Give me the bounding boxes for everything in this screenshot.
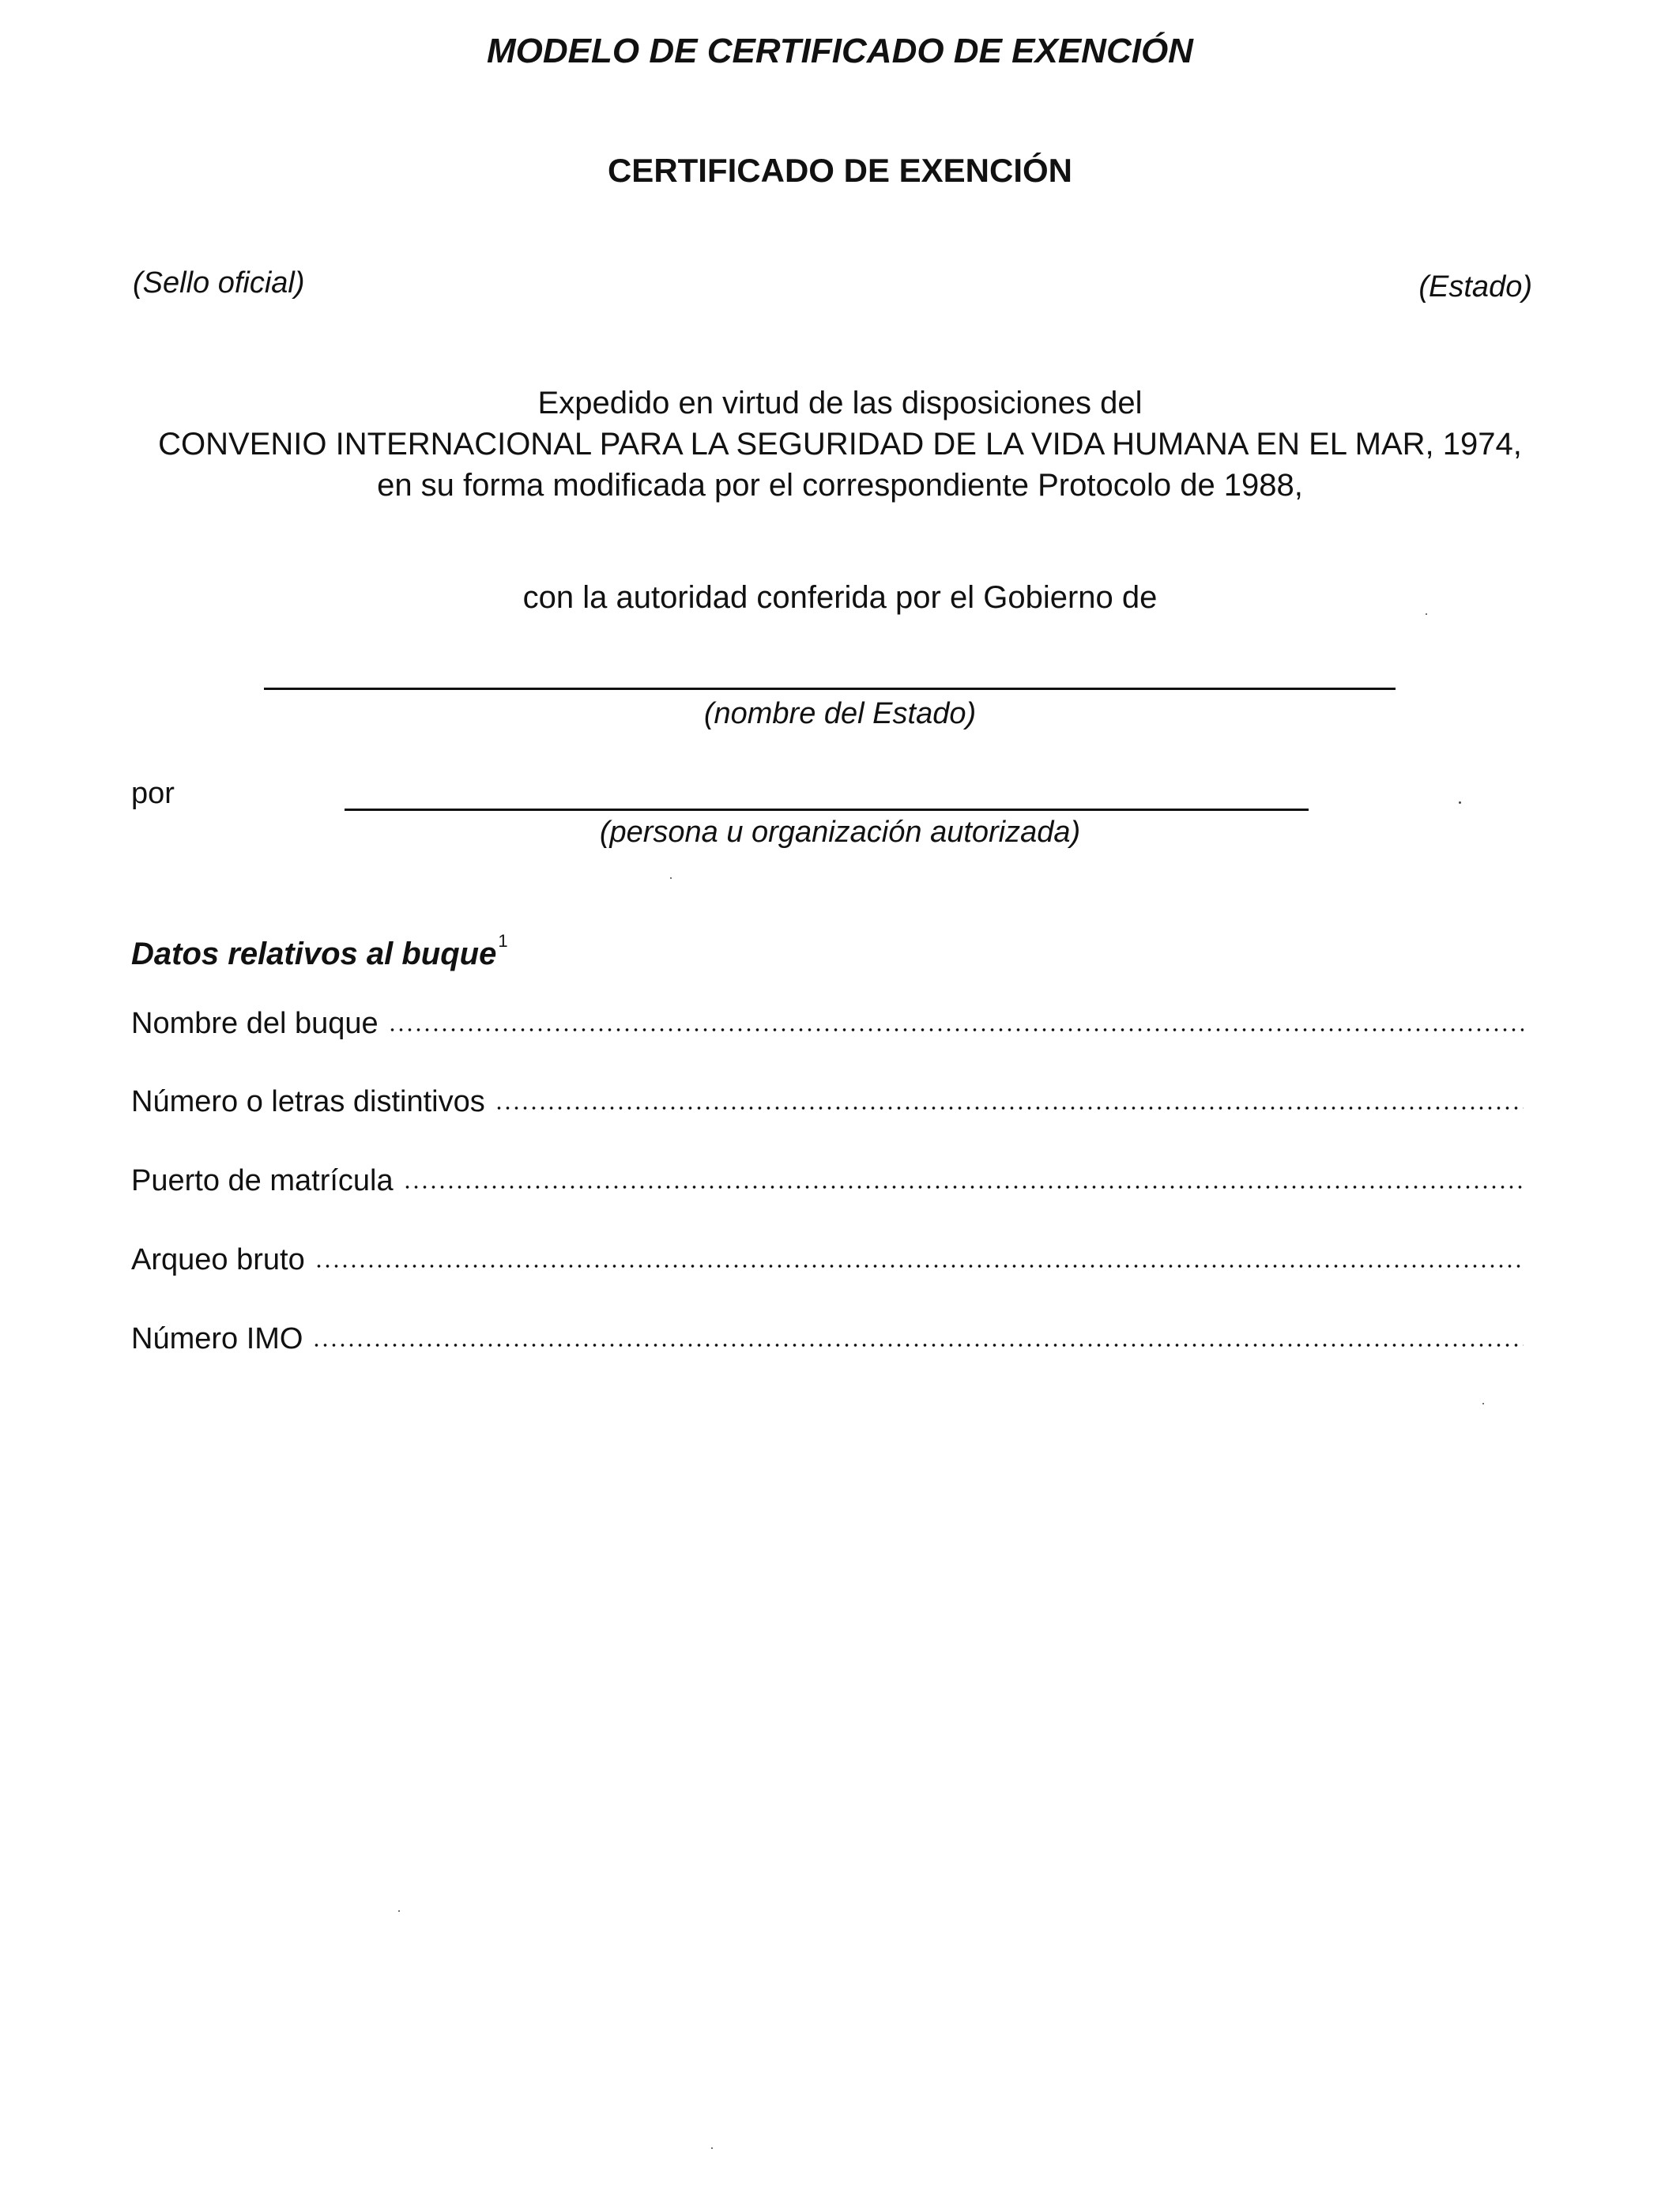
footnote-marker: 1 — [498, 931, 508, 951]
scan-speck — [711, 2147, 713, 2149]
port-of-registry-row — [131, 1164, 1524, 1198]
gross-tonnage-label: Arqueo bruto — [131, 1243, 305, 1276]
imo-number-row — [131, 1322, 1524, 1356]
certificate-title: CERTIFICADO DE EXENCIÓN — [607, 152, 1073, 189]
issued-line-1: Expedido en virtud de las disposiciones del — [537, 386, 1143, 420]
ship-name-label: Nombre del buque — [131, 1007, 379, 1040]
gross-tonnage-row — [131, 1243, 1524, 1277]
port-of-registry-dotted-line — [403, 1186, 1524, 1189]
state-name-caption: (nombre del Estado) — [703, 697, 977, 730]
issued-line-3: en su forma modificada por el correspondiente Protocolo de 1988, — [377, 468, 1303, 503]
distinctive-letters-label: Número o letras distintivos — [131, 1085, 485, 1118]
scan-speck — [1459, 801, 1461, 804]
distinctive-letters-dotted-line — [495, 1106, 1524, 1110]
issued-line-2: CONVENIO INTERNACIONAL PARA LA SEGURIDAD DE LA VIDA HUMANA EN EL MAR, 1974, — [158, 427, 1522, 462]
scan-speck — [398, 1910, 400, 1912]
by-label: por — [131, 777, 175, 810]
authorized-party-blank-line — [345, 809, 1309, 811]
port-of-registry-label: Puerto de matrícula — [131, 1164, 394, 1197]
ship-data-heading-text: Datos relativos al buque — [131, 937, 497, 971]
ship-name-dotted-line — [388, 1028, 1524, 1031]
ship-name-row — [131, 1007, 1524, 1041]
state-name-blank-line — [264, 688, 1396, 690]
ship-data-heading — [131, 931, 508, 972]
authority-line: con la autoridad conferida por el Gobierno de — [522, 580, 1158, 615]
imo-number-dotted-line — [312, 1344, 1524, 1347]
gross-tonnage-dotted-line — [315, 1265, 1524, 1268]
scan-speck — [1426, 613, 1427, 615]
distinctive-letters-row — [131, 1085, 1524, 1119]
authorized-party-caption: (persona u organización autorizada) — [599, 816, 1081, 849]
state-label: (Estado) — [1418, 270, 1532, 303]
model-certificate-title: MODELO DE CERTIFICADO DE EXENCIÓN — [487, 32, 1193, 70]
official-seal-label: (Sello oficial) — [133, 266, 305, 300]
scan-speck — [1482, 1403, 1484, 1404]
scan-speck — [670, 877, 672, 879]
imo-number-label: Número IMO — [131, 1322, 303, 1355]
